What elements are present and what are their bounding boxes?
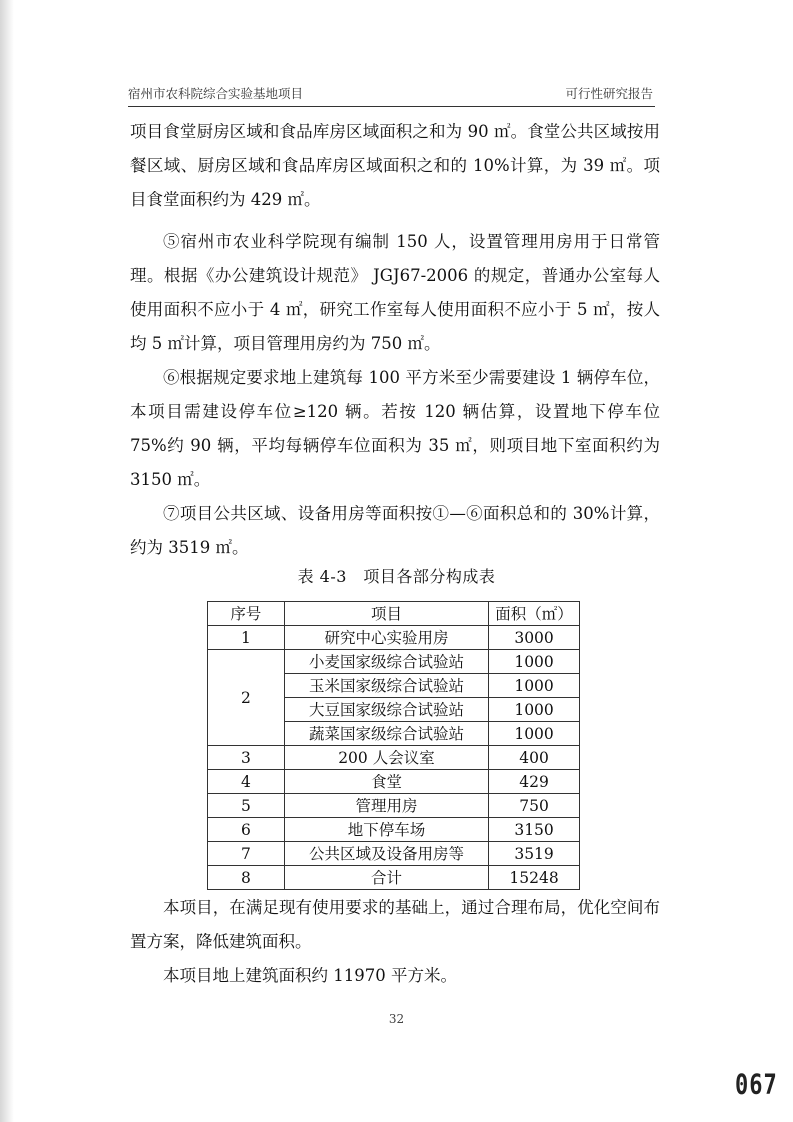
paragraph-canteen-area: 项目食堂厨房区域和食品库房区域面积之和为 90 ㎡。食堂公共区域按用餐区域、厨房区域和食品库房区域面积之和的 10%计算，为 39 ㎡。项目食堂面积约为 429 ㎡。 — [130, 122, 660, 209]
cell-area: 15248 — [489, 866, 580, 890]
cell-no: 2 — [208, 650, 285, 746]
cell-area: 1000 — [489, 722, 580, 746]
header-cell-no: 序号 — [208, 602, 285, 626]
cell-area: 429 — [489, 770, 580, 794]
table-row — [208, 818, 580, 842]
paragraph-management-rooms: ⑤宿州市农业科学院现有编制 150 人，设置管理用房用于日常管理。根据《办公建筑设计规范》 JGJ67-2006 的规定，普通办公室每人使用面积不应小于 4 ㎡，研究工作室每人使用面积不应小于 5 ㎡，按人均 5 ㎡计算，项目管理用房约为 750 ㎡。 — [130, 232, 660, 353]
cell-area: 3000 — [489, 626, 580, 650]
cell-no: 4 — [208, 770, 285, 794]
table-caption: 表 4-3 项目各部分构成表 — [297, 567, 496, 586]
table-total-row — [208, 866, 580, 890]
table-row — [208, 626, 580, 650]
cell-item: 研究中心实验用房 — [284, 626, 488, 650]
cell-area: 1000 — [489, 650, 580, 674]
cell-item: 管理用房 — [284, 794, 488, 818]
handwritten-page-stamp: 067 — [735, 1069, 778, 1102]
cell-area: 1000 — [489, 698, 580, 722]
cell-area: 3519 — [489, 842, 580, 866]
header-cell-item: 项目 — [284, 602, 488, 626]
cell-item: 200 人会议室 — [284, 746, 488, 770]
cell-no: 5 — [208, 794, 285, 818]
cell-no: 3 — [208, 746, 285, 770]
project-composition-table — [207, 601, 580, 890]
paragraph-public-areas: ⑦项目公共区域、设备用房等面积按①—⑥面积总和的 30%计算，约为 3519 ㎡。 — [130, 504, 660, 557]
paragraph-layout-optimization: 本项目，在满足现有使用要求的基础上，通过合理布局，优化空间布置方案，降低建筑面积。 — [130, 898, 660, 951]
cell-area: 3150 — [489, 818, 580, 842]
table-row — [208, 842, 580, 866]
cell-item: 大豆国家级综合试验站 — [284, 698, 488, 722]
header-divider — [128, 106, 655, 107]
table-header-row — [208, 602, 580, 626]
cell-no: 7 — [208, 842, 285, 866]
cell-area: 750 — [489, 794, 580, 818]
header-document-type: 可行性研究报告 — [565, 86, 653, 101]
header-cell-area: 面积（㎡） — [489, 602, 580, 626]
cell-item: 地下停车场 — [284, 818, 488, 842]
cell-no: 6 — [208, 818, 285, 842]
paragraph-underground-parking: ⑥根据规定要求地上建筑每 100 平方米至少需要建设 1 辆停车位，本项目需建设停车位≥120 辆。若按 120 辆估算，设置地下停车位 75%约 90 辆，平均每辆停车位面积为 35 ㎡，则项目地下室面积约为 3150 ㎡。 — [130, 368, 660, 489]
table-row — [208, 746, 580, 770]
scan-edge-shadow — [0, 0, 14, 1122]
header-project-title: 宿州市农科院综合实验基地项目 — [128, 86, 304, 101]
cell-no: 8 — [208, 866, 285, 890]
cell-item: 合计 — [284, 866, 488, 890]
table-row — [208, 770, 580, 794]
cell-item: 小麦国家级综合试验站 — [284, 650, 488, 674]
cell-item: 玉米国家级综合试验站 — [284, 674, 488, 698]
cell-item: 食堂 — [284, 770, 488, 794]
cell-area: 1000 — [489, 674, 580, 698]
cell-item: 蔬菜国家级综合试验站 — [284, 722, 488, 746]
cell-no: 1 — [208, 626, 285, 650]
page-number: 32 — [388, 1012, 405, 1026]
cell-item: 公共区域及设备用房等 — [284, 842, 488, 866]
table-row — [208, 794, 580, 818]
paragraph-aboveground-area: 本项目地上建筑面积约 11970 平方米。 — [163, 966, 457, 985]
cell-area: 400 — [489, 746, 580, 770]
table-row — [208, 650, 580, 674]
